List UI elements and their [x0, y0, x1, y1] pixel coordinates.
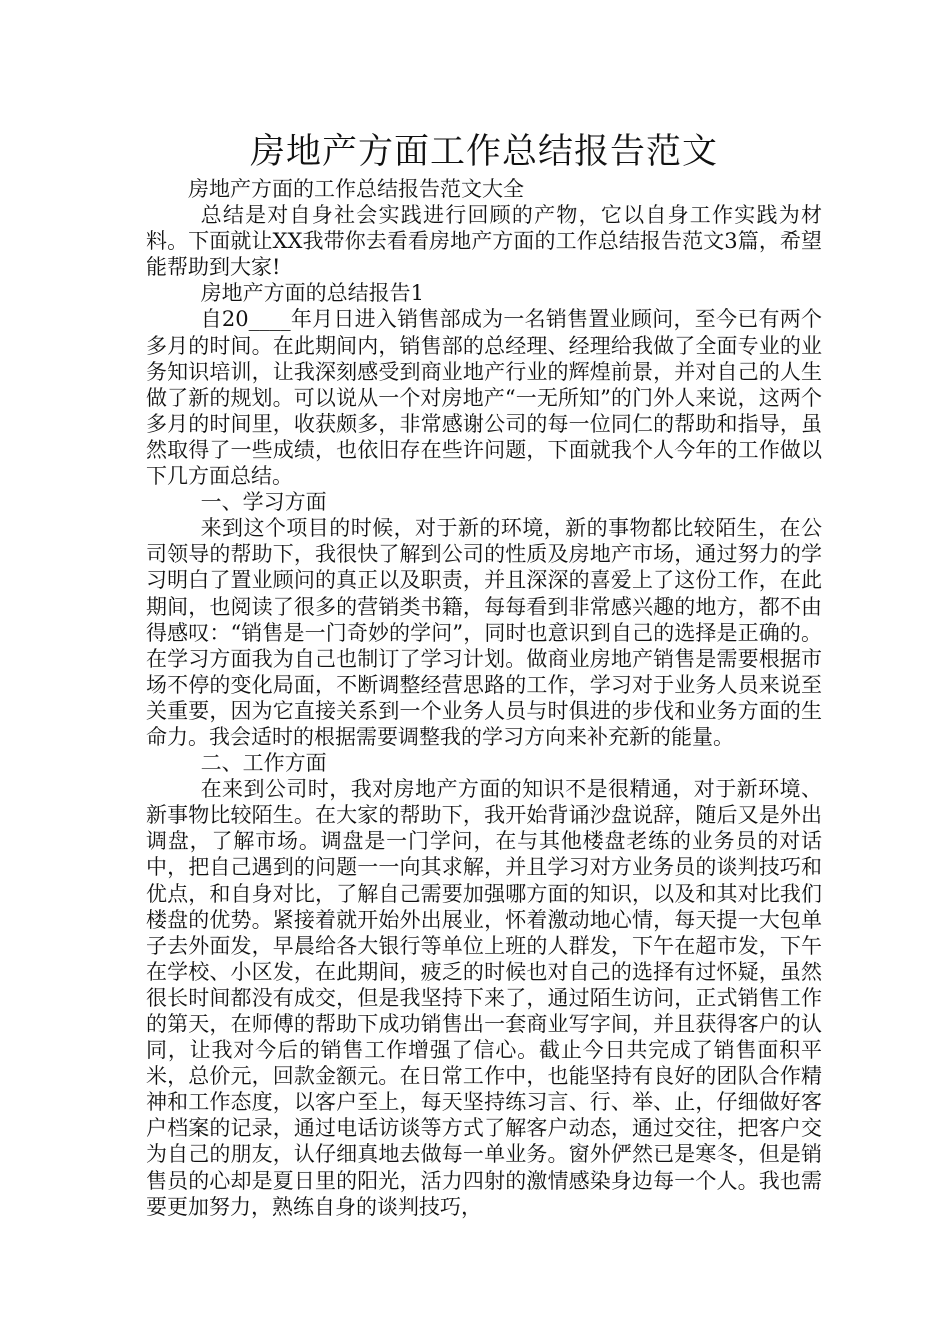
- document-subtitle: 房地产方面的工作总结报告范文大全: [188, 177, 524, 201]
- document-page: [146, 128, 822, 1220]
- section-2-heading: 二、工作方面: [200, 751, 327, 776]
- section-2-body: 在来到公司时，我对房地产方面的知识不是很精通，对于新环境、新事物比较陌生。在大家的帮助下，我开始背诵沙盘说辞，随后又是外出调盘，了解市场。调盘是一门学问，在与其他楼盘老练的业务员的对话中，把自己遇到的问题一一向其求解，并且学习对方业务员的谈判技巧和优点，和自身对比，了解自己需要加强哪方面的知识，以及和其对比我们楼盘的优势。紧接着就开始外出展业，怀着激动地心情，每天提一大包单子去外面发，早晨给各大银行等单位上班的人群发，下午在超市发，下午在学校、小区发，在此期间，疲乏的时候也对自己的选择有过怀疑，虽然很长时间都没有成交，但是我坚持下来了，通过陌生访问，正式销售工作的第天，在师傅的帮助下成功销售出一套商业写字间，并且获得客户的认同，让我对今后的销售工作增强了信心。截止今日共完成了销售面积平米，总价元，回款金额元。在日常工作中，也能坚持有良好的团队合作精神和工作态度，以客户至上，每天坚持练习言、行、举、止，仔细做好客户档案的记录，通过电话访谈等方式了解客户动态，通过交往，把客户交为自己的朋友，认仔细真地去做每一单业务。窗外俨然已是寒冬，但是销售员的心却是夏日里的阳光，活力四射的激情感染身边每一个人。我也需要更加努力，熟练自身的谈判技巧，: [146, 777, 822, 1219]
- document-title: 房地产方面工作总结报告范文: [249, 132, 718, 172]
- paragraph-1: 自20____年月日进入销售部成为一名销售置业顾问，至今已有两个多月的时间。在此期间内，销售部的总经理、经理给我做了全面专业的业务知识培训，让我深刻感受到商业地产行业的辉煌前景，并对自己的人生做了新的规划。可以说从一个对房地产“一无所知”的门外人来说，这两个多月的时间里，收获颇多，非常感谢公司的每一位同仁的帮助和指导，虽然取得了一些成绩，也依旧存在些许问题，下面就我个人今年的工作做以下几方面总结。: [146, 307, 822, 489]
- report-heading: 房地产方面的总结报告1: [200, 281, 424, 306]
- section-1-body: 来到这个项目的时候，对于新的环境，新的事物都比较陌生，在公司领导的帮助下，我很快了解到公司的性质及房地产市场，通过努力的学习明白了置业顾问的真正以及职责，并且深深的喜爱上了这份工作，在此期间，也阅读了很多的营销类书籍，每每看到非常感兴趣的地方，都不由得感叹：“销售是一门奇妙的学问”，同时也意识到自己的选择是正确的。在学习方面我为自己也制订了学习计划。做商业房地产销售是需要根据市场不停的变化局面，不断调整经营思路的工作，学习对于业务人员来说至关重要，因为它直接关系到一个业务人员与时俱进的步伐和业务方面的生命力。我会适时的根据需要调整我的学习方向来补充新的能量。: [146, 516, 822, 749]
- section-1-heading: 一、学习方面: [200, 490, 327, 515]
- intro-paragraph: 总结是对自身社会实践进行回顾的产物，它以自身工作实践为材料。下面就让XX我带你去看看房地产方面的工作总结报告范文3篇，希望能帮助到大家!: [146, 203, 822, 280]
